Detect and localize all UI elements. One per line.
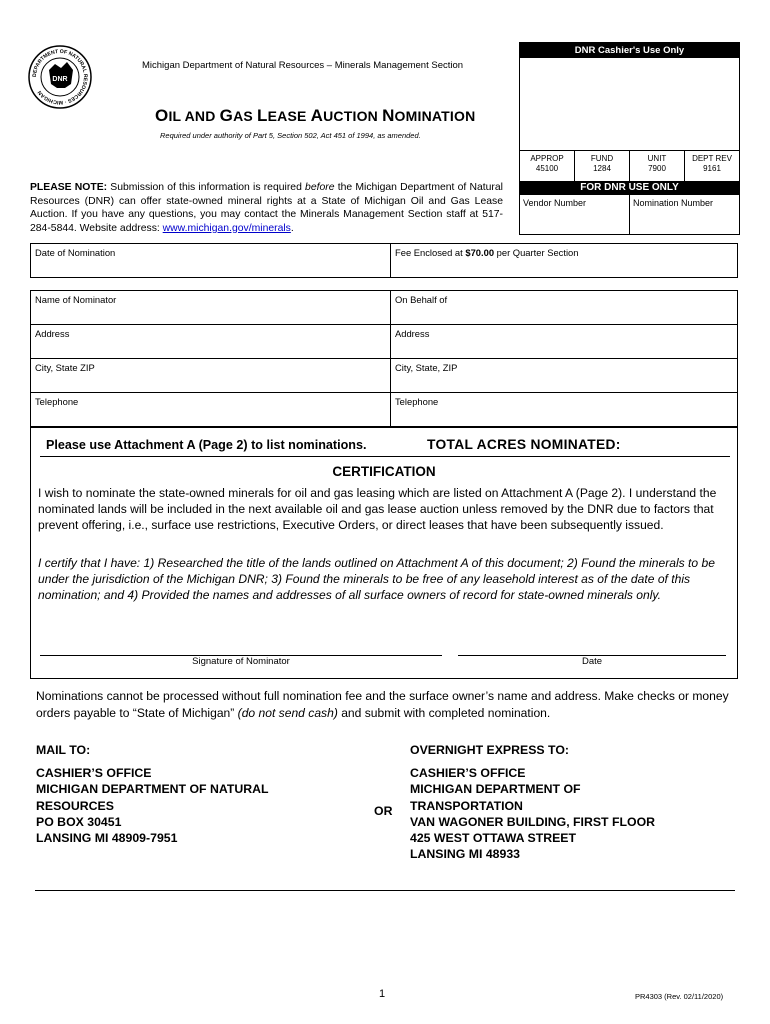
cashier-box bbox=[519, 42, 740, 235]
code-approp: APPROP 45100 bbox=[530, 154, 564, 173]
total-acres-label: TOTAL ACRES NOMINATED: bbox=[427, 437, 621, 452]
footer-rule bbox=[35, 890, 735, 891]
mail-to-heading: MAIL TO: bbox=[36, 743, 91, 757]
nomination-number-field[interactable]: Nomination Number bbox=[629, 195, 739, 235]
date-fee-table bbox=[30, 243, 738, 278]
nominator-telephone-field[interactable]: Telephone bbox=[35, 396, 79, 407]
code-unit: UNIT 7900 bbox=[629, 151, 684, 181]
date-of-nomination-field[interactable]: Date of Nomination bbox=[35, 247, 116, 258]
certification-title: CERTIFICATION bbox=[332, 464, 436, 479]
certification-body: I wish to nominate the state-owned minerals for oil and gas leasing which are listed on Attachment A (Page 2). I understand the nominated lands will be included in the next available oil and gas lease auction unless removed by the DNR due to factors that prevent offering, i.e., surface use restrictions, Executive Orders, or direct leases that have been subsequently issued. bbox=[38, 486, 717, 533]
on-behalf-of-field[interactable]: On Behalf of bbox=[390, 291, 737, 324]
overnight-address: CASHIER’S OFFICE MICHIGAN DEPARTMENT OF TRANSPORTATION VAN WAGONER BUILDING, FIRST FLOOR 425 WEST OTTAWA STREET LANSING MI 48933 bbox=[410, 766, 656, 862]
attachment-instruction: Please use Attachment A (Page 2) to list nominations. bbox=[46, 438, 367, 452]
signature-label: Signature of Nominator bbox=[192, 656, 290, 667]
code-dept-rev: DEPT REV 9161 bbox=[684, 151, 739, 181]
certification-divider bbox=[40, 456, 730, 457]
cashier-header: DNR Cashier's Use Only bbox=[520, 43, 739, 58]
seal-text: DNR bbox=[52, 76, 68, 83]
mail-address: CASHIER’S OFFICE MICHIGAN DEPARTMENT OF NATURAL RESOURCES PO BOX 30451 LANSING MI 48909-7951 bbox=[36, 766, 269, 846]
payment-instructions: Nominations cannot be processed without full nomination fee and the surface owner’s name and address. Make checks or money orders payable to “State of Michigan” (do not send cash) and submit with completed nomination. bbox=[36, 689, 729, 720]
dnr-seal-logo bbox=[27, 44, 93, 110]
form-title: OIL AND GAS LEASE AUCTION NOMINATION bbox=[155, 106, 476, 125]
page-number: 1 bbox=[379, 988, 386, 1000]
cashier-stamp-area bbox=[520, 58, 739, 151]
code-fund: FUND 1284 bbox=[574, 151, 629, 181]
minerals-website-link[interactable]: www.michigan.gov/minerals bbox=[162, 222, 291, 234]
authority-line: Required under authority of Part 5, Section 502, Act 451 of 1994, as amended. bbox=[160, 131, 421, 140]
department-line: Michigan Department of Natural Resources – Minerals Management Section bbox=[142, 60, 464, 71]
behalf-telephone-field[interactable]: Telephone bbox=[390, 393, 737, 426]
nominator-address-field[interactable]: Address bbox=[35, 328, 70, 339]
nominator-table bbox=[30, 290, 738, 427]
seal-ring-text: DEPARTMENT OF NATURAL RESOURCES · MICHIGAN bbox=[31, 48, 89, 106]
overnight-heading: OVERNIGHT EXPRESS TO: bbox=[410, 743, 569, 757]
form-revision: PR4303 (Rev. 02/11/2020) bbox=[635, 992, 724, 1001]
nominator-city-field[interactable]: City, State ZIP bbox=[35, 362, 95, 373]
account-codes bbox=[520, 151, 739, 181]
behalf-address-field[interactable]: Address bbox=[390, 325, 737, 358]
dnr-use-header: FOR DNR USE ONLY bbox=[520, 181, 739, 195]
fee-enclosed-field[interactable]: Fee Enclosed at $70.00 per Quarter Section bbox=[390, 244, 737, 277]
behalf-city-field[interactable]: City, State, ZIP bbox=[390, 359, 737, 392]
or-separator: OR bbox=[374, 804, 393, 818]
date-label: Date bbox=[581, 656, 603, 667]
name-of-nominator-field[interactable]: Name of Nominator bbox=[35, 294, 117, 305]
vendor-number-field[interactable]: Vendor Number bbox=[523, 198, 587, 208]
please-note: PLEASE NOTE: Submission of this information is required before the Michigan Department of Natural Resources (DNR) can offer state-owned mineral rights at a State of Michigan Oil and Gas Lease Auction. If you have any questions, you may contact the Minerals Management Section staff at 517-284-5844. Website address: www.michigan.gov/minerals. bbox=[30, 182, 503, 234]
certification-statement: I certify that I have: 1) Researched the title of the lands outlined on Attachment A of this document; 2) Found the minerals to be under the jurisdiction of the Michigan DNR; 3) Found the minerals to be free of any leasehold interest as of the date of this nomination; and 4) Provided the names and addresses of all surface owners of record for state-owned minerals only. bbox=[38, 556, 715, 603]
